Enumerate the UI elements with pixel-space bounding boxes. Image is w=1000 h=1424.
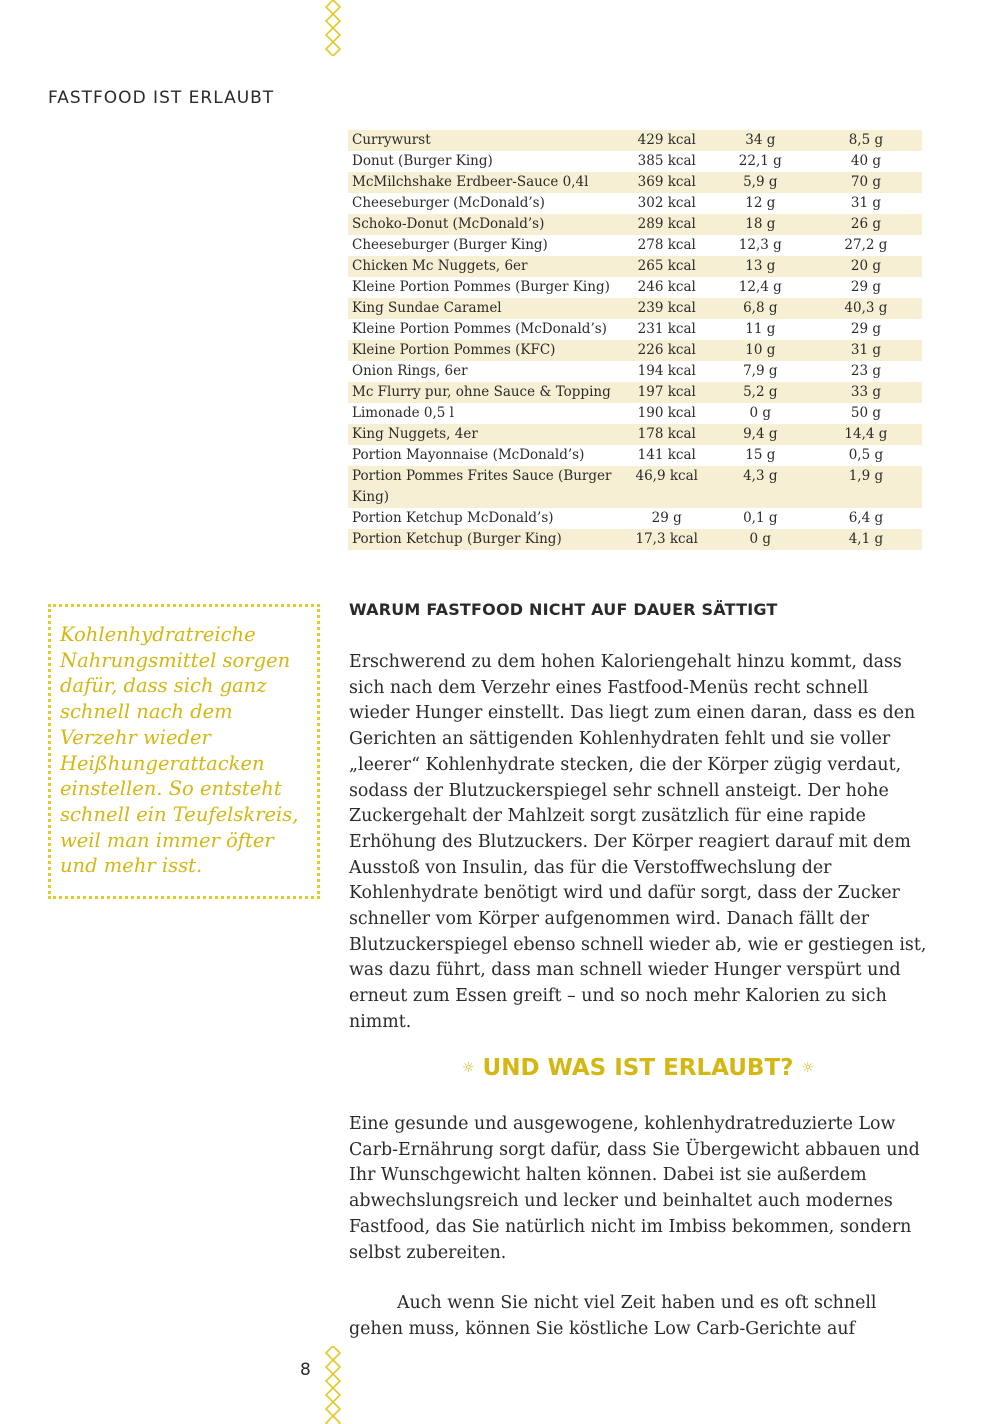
page-number: 8	[300, 1360, 311, 1380]
table-row	[348, 403, 922, 424]
sun-ornament-icon: ☼	[461, 1060, 475, 1076]
calories-cell: 239 kcal	[623, 298, 711, 319]
fat-cell: 15 g	[745, 447, 776, 463]
table-row	[348, 277, 922, 298]
carbs-cell: 0,5 g	[848, 447, 884, 463]
carbs-cell: 70 g	[810, 172, 922, 193]
carbs-cell: 29 g	[850, 321, 881, 337]
fat-cell: 5,9 g	[711, 172, 810, 193]
calories-cell: 17,3 kcal	[623, 529, 711, 550]
body-paragraph-3: Auch wenn Sie nicht viel Zeit haben und es oft schnell gehen muss, können Sie köstliche Low Carb-Gerichte auf	[349, 1293, 877, 1339]
calories-cell: 246 kcal	[637, 279, 696, 295]
fat-cell: 22,1 g	[738, 153, 782, 169]
calories-cell: 178 kcal	[623, 424, 711, 445]
table-row	[348, 319, 922, 340]
table-row	[348, 424, 922, 445]
calories-cell: 46,9 kcal	[623, 466, 711, 508]
table-row	[348, 256, 922, 277]
table-row	[348, 235, 922, 256]
calories-cell: 369 kcal	[623, 172, 711, 193]
food-name-cell: Schoko-Donut (McDonald’s)	[348, 214, 623, 235]
table-row	[348, 151, 922, 172]
calories-cell: 385 kcal	[637, 153, 696, 169]
fat-cell: 0 g	[711, 529, 810, 550]
calories-cell: 197 kcal	[623, 382, 711, 403]
table-row	[348, 214, 922, 235]
fat-cell: 5,2 g	[711, 382, 810, 403]
food-name-cell: Cheeseburger (McDonald’s)	[352, 195, 545, 211]
nutrition-table	[348, 130, 922, 550]
table-row	[348, 193, 922, 214]
food-name-cell: McMilchshake Erdbeer-Sauce 0,4l	[348, 172, 623, 193]
food-name-cell: Portion Pommes Frites Sauce (Burger King)	[348, 466, 623, 508]
fat-cell: 4,3 g	[711, 466, 810, 508]
carbs-cell: 31 g	[810, 340, 922, 361]
nutrition-table-body	[348, 130, 922, 550]
fat-cell: 11 g	[745, 321, 776, 337]
food-name-cell: Portion Ketchup McDonald’s)	[352, 510, 554, 526]
fat-cell: 0 g	[749, 405, 772, 421]
calories-cell: 190 kcal	[637, 405, 696, 421]
carbs-cell: 33 g	[810, 382, 922, 403]
carbs-cell: 31 g	[850, 195, 881, 211]
calories-cell: 226 kcal	[623, 340, 711, 361]
carbs-cell: 14,4 g	[810, 424, 922, 445]
subheading-text: UND WAS IST ERLAUBT?	[482, 1055, 794, 1081]
table-row	[348, 361, 922, 382]
table-row	[348, 445, 922, 466]
body-paragraph-2: Eine gesunde und ausgewogene, kohlenhydratreduzierte Low Carb-Ernährung sorgt dafür, dass Sie Übergewicht abbauen und Ihr Wunschgewicht halten können. Dabei ist sie außerdem abwechslungsreich und lecker und beinhaltet auch modernes Fastfood, das Sie natürlich nicht im Imbiss bekommen, sondern selbst zubereiten.	[349, 1114, 920, 1263]
food-name-cell: Currywurst	[348, 130, 623, 151]
carbs-cell: 4,1 g	[810, 529, 922, 550]
table-row	[348, 130, 922, 151]
subheading	[349, 1055, 927, 1081]
carbs-cell: 23 g	[850, 363, 881, 379]
carbs-cell: 8,5 g	[810, 130, 922, 151]
carbs-cell: 40 g	[850, 153, 881, 169]
calories-cell: 302 kcal	[637, 195, 696, 211]
carbs-cell: 20 g	[810, 256, 922, 277]
table-row	[348, 340, 922, 361]
table-row	[348, 172, 922, 193]
food-name-cell: King Nuggets, 4er	[348, 424, 623, 445]
food-name-cell: Kleine Portion Pommes (KFC)	[348, 340, 623, 361]
fat-cell: 18 g	[711, 214, 810, 235]
sidebar-quote: Kohlenhydratreiche Nahrungsmittel sorgen dafür, dass sich ganz schnell nach dem Verzehr wieder Heißhungerattacken einstellen. So entsteht schnell ein Teufelskreis, weil man immer öfter und mehr isst.	[60, 623, 299, 878]
carbs-cell: 29 g	[850, 279, 881, 295]
food-name-cell: Portion Ketchup (Burger King)	[348, 529, 623, 550]
calories-cell: 29 g	[651, 510, 682, 526]
carbs-cell: 1,9 g	[810, 466, 922, 508]
calories-cell: 289 kcal	[623, 214, 711, 235]
food-name-cell: Chicken Mc Nuggets, 6er	[348, 256, 623, 277]
fat-cell: 12,4 g	[738, 279, 782, 295]
carbs-cell: 40,3 g	[810, 298, 922, 319]
table-row	[348, 466, 922, 508]
food-name-cell: King Sundae Caramel	[348, 298, 623, 319]
fat-cell: 12 g	[745, 195, 776, 211]
fat-cell: 10 g	[711, 340, 810, 361]
diamond-chain-top-icon	[322, 0, 344, 56]
table-row	[348, 529, 922, 550]
carbs-cell: 50 g	[850, 405, 881, 421]
fat-cell: 12,3 g	[738, 237, 782, 253]
table-row	[348, 508, 922, 529]
food-name-cell: Onion Rings, 6er	[352, 363, 468, 379]
section-heading: WARUM FASTFOOD NICHT AUF DAUER SÄTTIGT	[349, 600, 778, 619]
calories-cell: 265 kcal	[623, 256, 711, 277]
table-row	[348, 298, 922, 319]
food-name-cell: Cheeseburger (Burger King)	[352, 237, 548, 253]
body-paragraph-1: Erschwerend zu dem hohen Kaloriengehalt hinzu kommt, dass sich nach dem Verzehr eines Fastfood-Menüs recht schnell wieder Hunger einstellt. Das liegt zum einen daran, dass es den Gerichten an sättigenden Kohlenhydraten fehlt und sie voller „leerer“ Kohlenhydrate stecken, die der Körper zügig verdaut, sodass der Blutzuckerspiegel sehr schnell ansteigt. Der hohe Zuckergehalt der Mahlzeit sorgt zusätzlich für eine rapide Erhöhung des Blutzuckers. Der Körper reagiert darauf mit dem Ausstoß von Insulin, das für die Verstoffwechslung der Kohlenhydrate benötigt wird und dafür sorgt, dass der Zucker schneller vom Körper aufgenommen wird. Danach fällt der Blutzuckerspiegel ebenso schnell wieder ab, wie er gestiegen ist, was dazu führt, dass man schnell wieder Hunger verspürt und erneut zum Essen greift – und so noch mehr Kalorien zu sich nimmt.	[349, 652, 927, 1032]
carbs-cell: 6,4 g	[848, 510, 884, 526]
calories-cell: 278 kcal	[637, 237, 696, 253]
food-name-cell: Kleine Portion Pommes (Burger King)	[352, 279, 610, 295]
food-name-cell: Limonade 0,5 l	[352, 405, 454, 421]
table-row	[348, 382, 922, 403]
food-name-cell: Mc Flurry pur, ohne Sauce & Topping	[348, 382, 623, 403]
carbs-cell: 27,2 g	[844, 237, 888, 253]
calories-cell: 429 kcal	[623, 130, 711, 151]
fat-cell: 0,1 g	[743, 510, 778, 526]
fat-cell: 34 g	[711, 130, 810, 151]
diamond-chain-bottom-icon	[322, 1346, 344, 1424]
fat-cell: 7,9 g	[743, 363, 778, 379]
fat-cell: 9,4 g	[711, 424, 810, 445]
calories-cell: 231 kcal	[637, 321, 696, 337]
carbs-cell: 26 g	[810, 214, 922, 235]
sun-ornament-icon: ☼	[801, 1060, 815, 1076]
food-name-cell: Portion Mayonnaise (McDonald’s)	[352, 447, 585, 463]
calories-cell: 141 kcal	[637, 447, 696, 463]
fat-cell: 6,8 g	[711, 298, 810, 319]
fat-cell: 13 g	[711, 256, 810, 277]
food-name-cell: Donut (Burger King)	[352, 153, 493, 169]
food-name-cell: Kleine Portion Pommes (McDonald’s)	[352, 321, 607, 337]
calories-cell: 194 kcal	[637, 363, 696, 379]
running-head: FASTFOOD IST ERLAUBT	[48, 88, 275, 108]
